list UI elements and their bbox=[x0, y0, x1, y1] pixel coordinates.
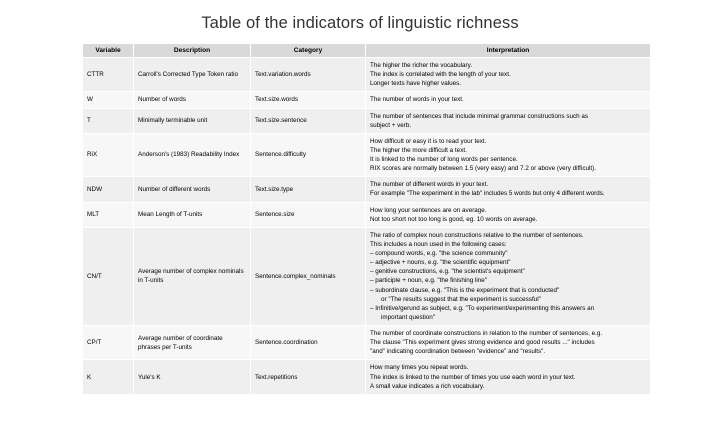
cell-variable: RiX bbox=[83, 133, 134, 177]
cell-category: Text.repetitions bbox=[251, 360, 366, 394]
cell-category: Sentence.complex_nominals bbox=[251, 227, 366, 325]
table-row bbox=[83, 202, 651, 227]
table-row bbox=[83, 227, 651, 325]
cell-variable: NDW bbox=[83, 177, 134, 202]
cell-variable: T bbox=[83, 108, 134, 133]
interpretation-line: The ratio of complex noun constructions relative to the number of sentences. bbox=[370, 231, 584, 239]
interpretation-line: "and" indicating coordination between "evidence" and "results". bbox=[370, 348, 546, 356]
cell-interpretation bbox=[366, 92, 651, 108]
interpretation-line: The index is correlated with the length of your text. bbox=[370, 71, 511, 79]
cell-category: Text.size.sentence bbox=[251, 108, 366, 133]
interpretation-line: – genitive constructions, e.g. "the scientist's equipment" bbox=[370, 268, 525, 276]
page-title: Table of the indicators of linguistic richness bbox=[201, 14, 519, 32]
table-row bbox=[83, 92, 651, 108]
interpretation-line: How difficult or easy it is to read your text. bbox=[370, 137, 487, 145]
interpretation-line: subject + verb. bbox=[370, 121, 412, 129]
column-header-description: Description bbox=[134, 44, 251, 58]
interpretation-line: – subordinate clause, e.g. "This is the experiment that is conducted" bbox=[370, 286, 560, 294]
cell-interpretation bbox=[366, 108, 651, 133]
cell-category: Sentence.difficulty bbox=[251, 133, 366, 177]
cell-category: Text.size.words bbox=[251, 92, 366, 108]
cell-variable: MLT bbox=[83, 202, 134, 227]
table-row bbox=[83, 133, 651, 177]
interpretation-line: How long your sentences are on average. bbox=[370, 206, 487, 214]
cell-description: Average number of coordinate phrases per T-units bbox=[134, 326, 251, 360]
interpretation-line: Longer texts have higher values. bbox=[370, 80, 462, 88]
column-header-category: Category bbox=[251, 44, 366, 58]
cell-interpretation bbox=[366, 133, 651, 177]
interpretation-line: The higher the richer the vocabulary. bbox=[370, 62, 473, 69]
cell-description: Yule's K bbox=[134, 360, 251, 394]
cell-interpretation bbox=[366, 360, 651, 394]
cell-category: Text.variation.words bbox=[251, 58, 366, 92]
cell-category: Sentence.coordination bbox=[251, 326, 366, 360]
interpretation-line: The number of sentences that include minimal grammar constructions such as bbox=[370, 112, 589, 120]
interpretation-line: The higher the more difficult a text. bbox=[370, 146, 467, 154]
interpretation-line: The number of coordinate constructions in relation to the number of sentences, e.g. bbox=[370, 330, 603, 337]
table-row bbox=[83, 108, 651, 133]
column-header-variable: Variable bbox=[83, 44, 134, 58]
table-body bbox=[83, 58, 651, 395]
interpretation-line: How many times you repeat words. bbox=[370, 364, 469, 372]
document-page bbox=[0, 14, 720, 435]
table-header-row bbox=[83, 44, 651, 58]
interpretation-line: The clause "This experiment gives strong evidence and good results ..." includes bbox=[370, 339, 595, 347]
cell-variable: CP/T bbox=[83, 326, 134, 360]
indicators-table bbox=[82, 43, 651, 395]
interpretation-line: The number of different words in your text. bbox=[370, 181, 489, 189]
cell-description: Anderson's (1983) Readability Index bbox=[134, 133, 251, 177]
interpretation-line: A small value indicates a rich vocabulary. bbox=[370, 382, 485, 390]
interpretation-line: important question" bbox=[381, 313, 436, 321]
interpretation-line: The number of words in your text. bbox=[370, 96, 464, 104]
interpretation-line: Not too short not too long is good, eg. 10 words on average. bbox=[370, 215, 538, 223]
cell-description: Number of words bbox=[134, 92, 251, 108]
cell-variable: CTTR bbox=[83, 58, 134, 92]
interpretation-line: – Infinitive/gerund as subject, e.g. "To experiment/experimenting this answers an bbox=[370, 304, 595, 312]
cell-variable: CN/T bbox=[83, 227, 134, 325]
table-row bbox=[83, 326, 651, 360]
cell-category: Text.size.type bbox=[251, 177, 366, 202]
interpretation-line: – participle + noun, e.g. "the finishing line" bbox=[370, 277, 488, 285]
interpretation-line: The index is linked to the number of times you use each word in your text. bbox=[370, 373, 576, 381]
cell-variable: K bbox=[83, 360, 134, 394]
cell-interpretation bbox=[366, 58, 651, 92]
interpretation-line: This includes a noun used in the following cases: bbox=[370, 240, 507, 248]
cell-description: Minimally terminable unit bbox=[134, 108, 251, 133]
interpretation-line: or "The results suggest that the experiment is successful" bbox=[381, 295, 541, 303]
cell-interpretation bbox=[366, 177, 651, 202]
table-row bbox=[83, 58, 651, 92]
cell-description: Number of different words bbox=[134, 177, 251, 202]
cell-description: Carroll's Corrected Type Token ratio bbox=[134, 58, 251, 92]
cell-interpretation bbox=[366, 227, 651, 325]
interpretation-line: For example "The experiment in the lab" includes 5 words but only 4 different words. bbox=[370, 190, 605, 198]
interpretation-line: – compound words, e.g. "the science community" bbox=[370, 250, 508, 257]
cell-interpretation bbox=[366, 326, 651, 360]
cell-variable: W bbox=[83, 92, 134, 108]
cell-category: Sentence.size bbox=[251, 202, 366, 227]
interpretation-line: It is linked to the number of long words per sentence. bbox=[370, 156, 518, 163]
table-row bbox=[83, 177, 651, 202]
interpretation-line: RIX scores are normally between 1.5 (very easy) and 7.2 or above (very difficult). bbox=[370, 165, 596, 173]
column-header-interpretation: Interpretation bbox=[366, 44, 651, 58]
cell-description: Mean Length of T-units bbox=[134, 202, 251, 227]
interpretation-line: – adjective + nouns, e.g. "the scientific equipment" bbox=[370, 259, 511, 267]
table-container bbox=[82, 43, 638, 395]
cell-interpretation bbox=[366, 202, 651, 227]
table-row bbox=[83, 360, 651, 394]
cell-description: Average number of complex nominals in T-units bbox=[134, 227, 251, 325]
